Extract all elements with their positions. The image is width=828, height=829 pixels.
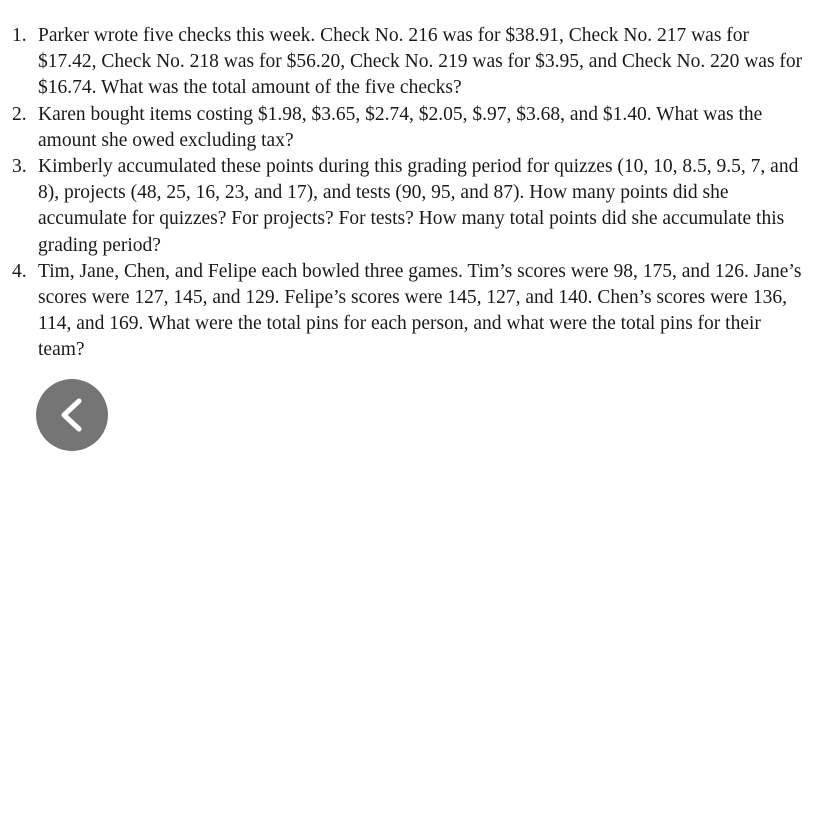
problem-item-3 (12, 154, 812, 259)
problem-text: Karen bought items costing $1.98, $3.65, $2.74, $2.05, $.97, $3.68, and $1.40. What was the amount she owed excluding tax? (38, 103, 763, 151)
problem-item-4 (12, 259, 812, 364)
back-button[interactable] (36, 379, 108, 451)
problem-list (12, 23, 812, 364)
problem-text: Parker wrote five checks this week. Check No. 216 was for $38.91, Check No. 217 was for $17.42, Check No. 218 was for $56.20, Check No. 219 was for $3.95, and Check No. 220 was for $16.74. What was the total amount of the five checks? (38, 25, 803, 99)
problem-text: Kimberly accumulated these points during this grading period for quizzes (10, 10, 8.5, 9.5, 7, and 8), projects (48, 25, 16, 23, and 17), and tests (90, 95, and 87). How many points did she accumulate for quizzes? For projects? For tests? How many total points did she accumulate this grading period? (38, 156, 799, 256)
problem-number: 1. (12, 25, 27, 46)
problem-item-1 (12, 23, 812, 102)
problem-text: Tim, Jane, Chen, and Felipe each bowled three games. Tim’s scores were 98, 175, and 126. Jane’s scores were 127, 145, and 129. Felipe’s scores were 145, 127, and 140. Chen’s scores were 136, 114, and 169. What were the total pins for each person, and what were the total pins for their team? (38, 260, 802, 361)
problem-number: 4. (12, 260, 27, 282)
problem-number: 3. (12, 156, 27, 178)
problem-item-2 (12, 102, 812, 154)
problem-number: 2. (12, 103, 27, 125)
chevron-left-icon (57, 398, 87, 432)
